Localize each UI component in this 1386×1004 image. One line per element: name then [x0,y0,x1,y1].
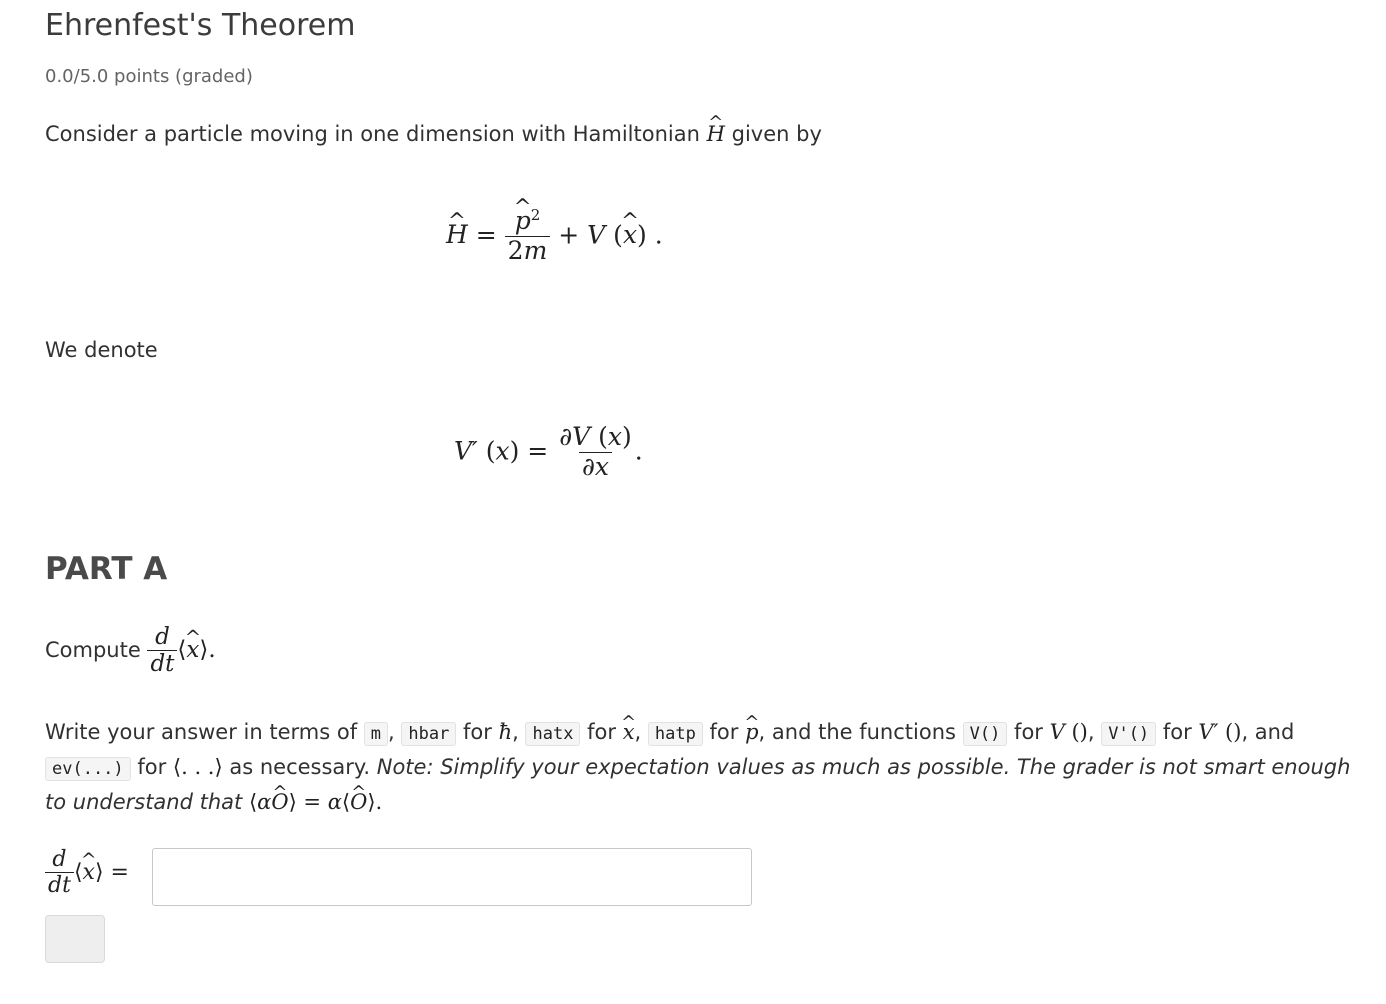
we-denote-text: We denote [45,338,158,362]
derivative-definition-equation: V′ (x) = $\frac{\partial V (x)}{\partial x}$ . [454,422,643,481]
for-word: for [587,720,616,744]
code-Vprime: V'() [1101,722,1156,746]
intro-text: Consider a particle moving in one dimension with Hamiltonian [45,122,700,146]
for-word: for [1162,720,1192,744]
instr-prefix: Write your answer in terms of [45,720,358,744]
code-hbar: hbar [401,722,456,746]
for-word: for [709,720,739,744]
code-V: V() [963,722,1008,746]
points-label: 0.0/5.0 points (graded) [45,66,253,87]
note-text: Note: Simplify your expectation values as much as possible. The grader is not smart enough to understand that [45,755,1351,814]
intro-end-text: given by [731,122,822,146]
instructions-text: Write your answer in terms of m , hbar for ħ, hatx for ^ x, hatp for ^ p, and the functions V() for V (), V'() for V′ (), and ev(...) for ⟨. . .⟩ as necessary. Note: Simplify your expectation values as much as possible. The grader is not smart enough to understand that ⟨α^ O⟩ = α⟨^ O⟩. [45,716,1355,819]
answer-label: $\frac{d}{dt}$ ⟨^ x⟩ = [45,847,129,899]
as-necessary-text: as necessary. [229,755,371,779]
for-word: for [1014,720,1043,744]
problem-intro [45,122,822,146]
compute-label: Compute [45,637,141,662]
code-hatx: hatx [525,722,580,746]
code-hatp: hatp [648,722,703,746]
hamiltonian-symbol: ^ H [707,122,725,146]
answer-input[interactable] [152,848,752,906]
problem-title: Ehrenfest's Theorem [45,8,356,43]
compute-prompt: Compute $\frac{d}{dt}$ ⟨^ x⟩. [45,624,216,678]
code-ev: ev(...) [45,757,131,781]
part-a-heading: PART A [45,551,168,587]
and-word: and [1254,720,1295,744]
for-word: for [137,755,167,779]
hamiltonian-equation: ^ H = ^ $\frac{p^2}{2m}$ + V (^ x) . [446,207,663,266]
submit-button[interactable] [45,915,105,963]
for-word: for [463,720,492,744]
and-functions-text: , and the functions [758,720,956,744]
code-m: m [364,722,388,746]
